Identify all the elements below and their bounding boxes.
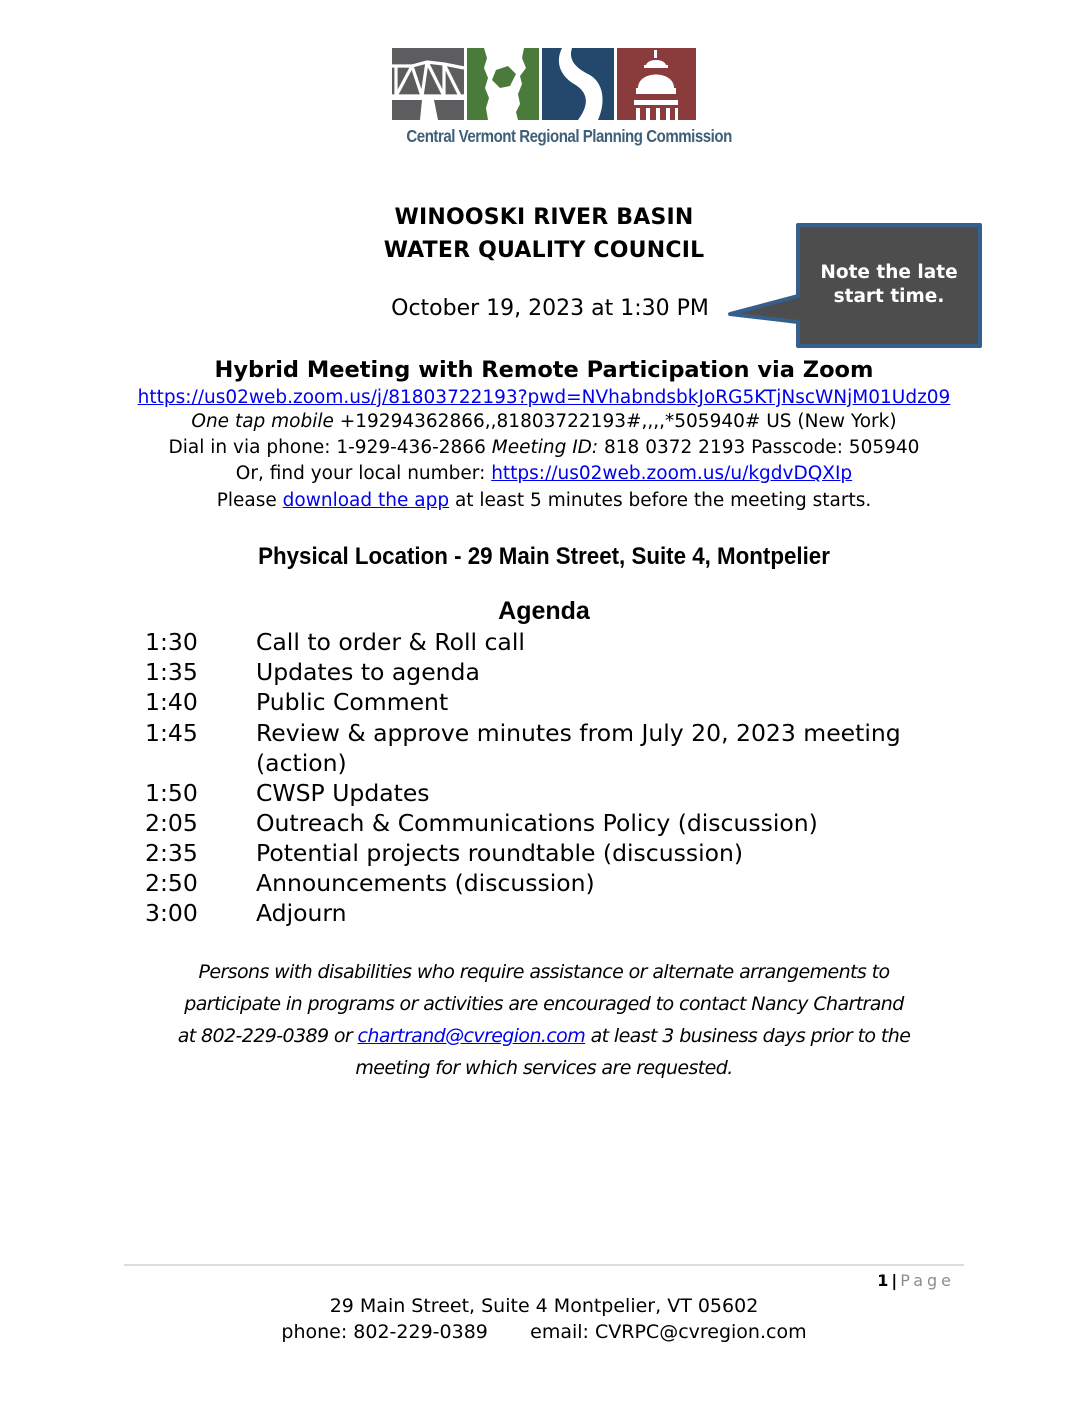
zoom-meeting-link[interactable]: https://us02web.zoom.us/j/81803722193?pwd=NVhabndsbkJoRG5KTjNscWNjM01Udz09 bbox=[137, 387, 951, 408]
page-number bbox=[877, 1271, 955, 1290]
agenda-item: CWSP Updates bbox=[256, 779, 430, 807]
agenda-item-continuation: (action) bbox=[256, 749, 347, 777]
logo-organization-name: Central Vermont Regional Planning Commission bbox=[406, 126, 732, 146]
accessibility-text: at 802-229-0389 or bbox=[177, 1025, 358, 1047]
page-number-value: 1 bbox=[877, 1271, 889, 1290]
agenda-time: 2:05 bbox=[145, 809, 198, 837]
page-number-separator: | bbox=[891, 1271, 898, 1290]
agenda-item: Adjourn bbox=[256, 899, 347, 927]
callout-text: Note the late start time. bbox=[820, 262, 958, 307]
one-tap-value: +19294362866,,81803722193#,,,,*505940# US (New York) bbox=[333, 411, 897, 432]
local-number-line bbox=[0, 463, 1088, 485]
agenda-time: 1:45 bbox=[145, 719, 198, 747]
download-prefix: Please bbox=[216, 490, 283, 511]
agenda-item: Announcements (discussion) bbox=[256, 869, 595, 897]
accessibility-line: participate in programs or activities are encouraged to contact Nancy Chartrand bbox=[184, 993, 904, 1015]
local-number-link[interactable]: https://us02web.zoom.us/u/kgdvDQXIp bbox=[491, 463, 853, 484]
page-title-line-2: WATER QUALITY COUNCIL bbox=[383, 238, 705, 263]
one-tap-label: One tap mobile bbox=[191, 411, 334, 432]
accessibility-line: Persons with disabilities who require assistance or alternate arrangements to bbox=[198, 961, 890, 983]
page-title-line-1: WINOOSKI RIVER BASIN bbox=[394, 205, 694, 230]
agenda-item: Updates to agenda bbox=[256, 658, 480, 686]
agenda-time: 2:50 bbox=[145, 869, 198, 897]
contact-email-link[interactable]: chartrand@cvregion.com bbox=[357, 1025, 586, 1047]
local-number-text: Or, find your local number: bbox=[235, 463, 492, 484]
agenda-item: Call to order & Roll call bbox=[256, 628, 525, 656]
hybrid-meeting-heading: Hybrid Meeting with Remote Participation via Zoom bbox=[214, 357, 874, 383]
accessibility-notice bbox=[120, 956, 968, 1084]
accessibility-line bbox=[120, 1020, 968, 1052]
agenda-time: 1:50 bbox=[145, 779, 198, 807]
accessibility-line: meeting for which services are requested. bbox=[355, 1057, 733, 1079]
footer-divider bbox=[124, 1264, 964, 1266]
one-tap-mobile-line bbox=[0, 411, 1088, 433]
download-suffix: at least 5 minutes before the meeting starts. bbox=[449, 490, 872, 511]
download-app-link[interactable]: download the app bbox=[282, 490, 450, 511]
accessibility-text: at least 3 business days prior to the bbox=[585, 1025, 911, 1047]
agenda-time: 2:35 bbox=[145, 839, 198, 867]
footer-address: 29 Main Street, Suite 4 Montpelier, VT 05602 bbox=[329, 1295, 759, 1317]
agenda-time: 1:35 bbox=[145, 658, 198, 686]
meeting-id-label: Meeting ID: bbox=[491, 437, 599, 458]
physical-location-heading: Physical Location - 29 Main Street, Suite 4, Montpelier bbox=[258, 543, 830, 570]
dial-in-line bbox=[0, 437, 1088, 459]
footer-contact: phone: 802-229-0389 email: CVRPC@cvregion.com bbox=[281, 1321, 807, 1343]
zoom-link-line bbox=[0, 387, 1088, 409]
agenda-time: 3:00 bbox=[145, 899, 198, 927]
agenda-item: Outreach & Communications Policy (discussion) bbox=[256, 809, 818, 837]
agenda-heading: Agenda bbox=[498, 597, 590, 625]
agenda-time: 1:40 bbox=[145, 688, 198, 716]
meeting-id-value: 818 0372 2193 Passcode: 505940 bbox=[598, 437, 920, 458]
agenda-time: 1:30 bbox=[145, 628, 198, 656]
cvrpc-logo bbox=[392, 48, 696, 120]
page-label: Page bbox=[900, 1271, 955, 1290]
agenda-item: Review & approve minutes from July 20, 2023 meeting bbox=[256, 719, 901, 747]
agenda-item: Public Comment bbox=[256, 688, 449, 716]
download-app-line bbox=[0, 490, 1088, 512]
meeting-date: October 19, 2023 at 1:30 PM bbox=[391, 296, 709, 321]
dial-in-text: Dial in via phone: 1-929-436-2866 bbox=[168, 437, 492, 458]
agenda-item: Potential projects roundtable (discussion) bbox=[256, 839, 744, 867]
